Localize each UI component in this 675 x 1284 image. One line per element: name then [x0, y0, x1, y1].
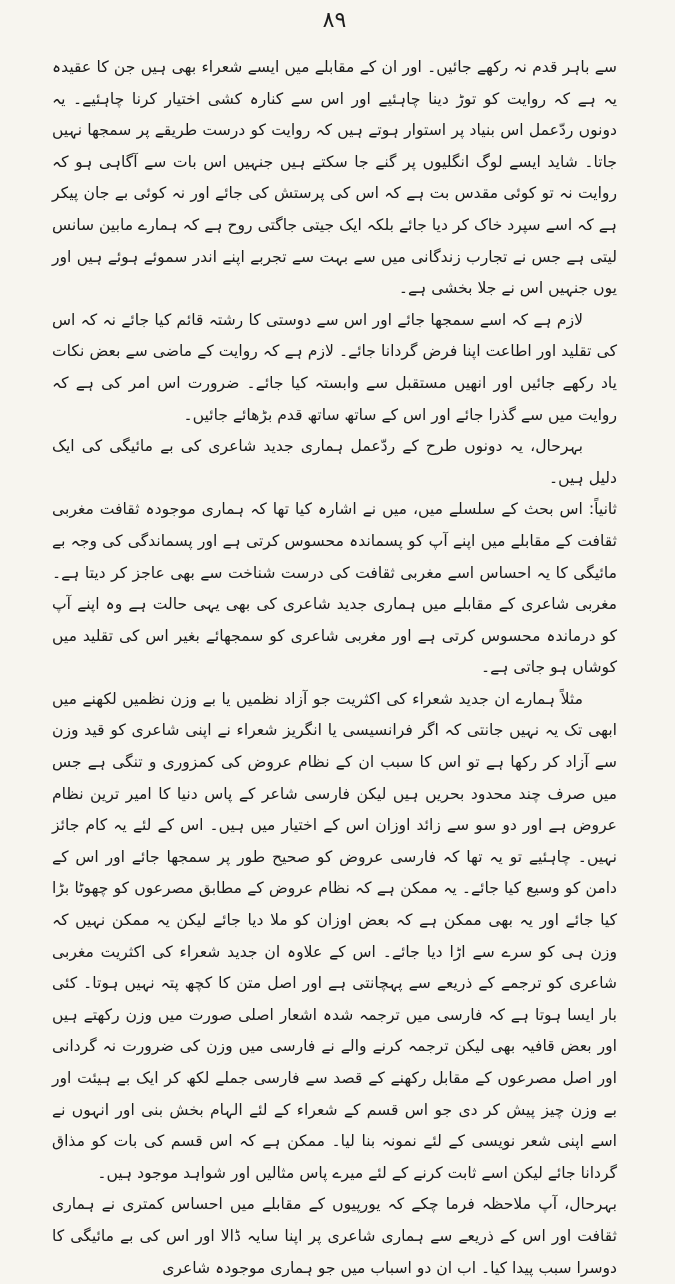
- paragraph-4: ثانیاً: اس بحث کے سلسلے میں، میں نے اشارہ کیا تھا کہ ہماری موجودہ ثقافت مغربی ثقافت کے مقابلے میں اپنے آپ کو پسماندہ محسوس کرتی ہے اور پسماندگی کی وجہ بے مائیگی کا یہ احساس اسے مغربی ثقافت کی درست شناخت سے بھی عاجز کر دیتا ہے۔ مغربی شاعری کے مقابلے میں ہماری جدید شاعری کی بھی یہی حالت ہے وہ اپنے آپ کو درماندہ محسوس کرتی ہے اور مغربی شاعری کو سمجھائے بغیر اس کی تقلید میں کوشاں ہو جاتی ہے۔: [52, 500, 617, 677]
- paragraph-3: بہرحال، یہ دونوں طرح کے ردّعمل ہماری جدید شاعری کی بے مائیگی کی ایک دلیل ہیں۔: [52, 437, 617, 487]
- paragraph-6: بہرحال، آپ ملاحظہ فرما چکے کہ یورپیوں کے مقابلے میں احساس کمتری نے ہماری ثقافت اور اس کے ذریعے سے ہماری شاعری پر اپنا سایہ ڈالا اور اس کی بے مائیگی کا دوسرا سبب پیدا کیا۔ اب ان دو اسباب میں جو ہماری موجودہ شاعری: [52, 1195, 617, 1277]
- paragraph-5: مثلاً ہمارے ان جدید شعراء کی اکثریت جو آزاد نظمیں یا بے وزن نظمیں لکھنے میں ابھی تک یہ نہیں جانتی کہ اگر فرانسیسی یا انگریز شعراء نے اپنی شاعری کو قید وزن سے آزاد کر رکھا ہے تو اس کا سبب ان کے نظام عروض کی کمزوری و تنگی ہے جس میں صرف چند محدود بحریں ہیں لیکن فارسی شاعر کے پاس دنیا کا امیر ترین نظام عروض ہے اور دو سو سے زائد اوزان اس کے اختیار میں ہیں۔ اس کے لئے یہ کام جائز نہیں۔ چاہئیے تو یہ تھا کہ فارسی عروض کو صحیح طور پر سمجھا جائے اور اس کے دامن کو وسیع کیا جائے۔ یہ ممکن ہے کہ نظام عروض کے مطابق مصرعوں کو چھوٹا بڑا کیا جائے اور یہ بھی ممکن ہے کہ بعض اوزان کو ملا دیا جائے لیکن یہ ممکن نہیں کہ وزن ہی کو سرے سے اڑا دیا جائے۔ اس کے علاوہ ان جدید شعراء کی اکثریت مغربی شاعری کو ترجمے کے ذریعے سے پہچانتی ہے اور اصل متن کا کچھ پتہ نہیں ہوتا۔ کئی بار ایسا ہوتا ہے کہ فارسی میں ترجمہ شدہ اشعار اصلی صورت میں وزن رکھتے ہیں اور بعض قافیہ بھی لیکن ترجمہ کرنے والے نے فارسی میں وزن کی ضرورت نہ گردانی اور اصل مصرعوں کے مقابل رکھنے کے قصد سے فارسی جملے لکھ کر ایک بے ہیئت اور بے وزن چیز پیش کر دی جو اس قسم کے شعراء کے لئے الہام بخش بنی اور انہوں نے اسے اپنی شعر نویسی کے لئے نمونہ بنا لیا۔ ممکن ہے کہ اس قسم کی بات کو مذاق گردانا جائے لیکن اسے ثابت کرنے کے لئے میرے پاس مثالیں اور شواہد موجود ہیں۔: [52, 689, 617, 1182]
- page-number: ۸۹: [322, 8, 347, 33]
- paragraph-2: لازم ہے کہ اسے سمجھا جائے اور اس سے دوستی کا رشتہ قائم کیا جائے نہ کہ اس کی تقلید اور اطاعت اپنا فرض گردانا جائے۔ لازم ہے کہ روایت کے ماضی سے بعض نکات یاد رکھے جائیں اور انھیں مستقبل سے وابستہ کیا جائے۔ ضرورت اس امر کی ہے کہ روایت میں سے گذرا جائے اور اس کے ساتھ ساتھ قدم بڑھائے جائیں۔: [52, 310, 617, 424]
- page-body: [52, 52, 617, 1284]
- paragraph-1: سے باہر قدم نہ رکھے جائیں۔ اور ان کے مقابلے میں ایسے شعراء بھی ہیں جن کا عقیدہ یہ ہے کہ روایت کو توڑ دینا چاہئیے اور اس سے کنارہ کشی اختیار کرنا چاہئیے۔ یہ دونوں ردّعمل اس بنیاد پر استوار ہوتے ہیں کہ روایت کو درست طریقے پر سمجھا نہیں جاتا۔ شاید ایسے لوگ انگلیوں پر گنے جا سکتے ہیں جنہیں اس بات سے آگاہی ہو کہ روایت نہ تو کوئی مقدس بت ہے کہ اس کی پرستش کی جائے اور نہ کوئی بے جان پیکر ہے کہ اسے سپرد خاک کر دیا جائے بلکہ ایک جیتی جاگتی روح ہے کہ ہمارے مابین سانس لیتی ہے جس نے تجارب زندگانی میں سے بہت سے تجربے اپنے اندر سموئے ہوئے ہیں اور یوں جنہیں اس نے جلا بخشی ہے۔: [52, 58, 617, 298]
